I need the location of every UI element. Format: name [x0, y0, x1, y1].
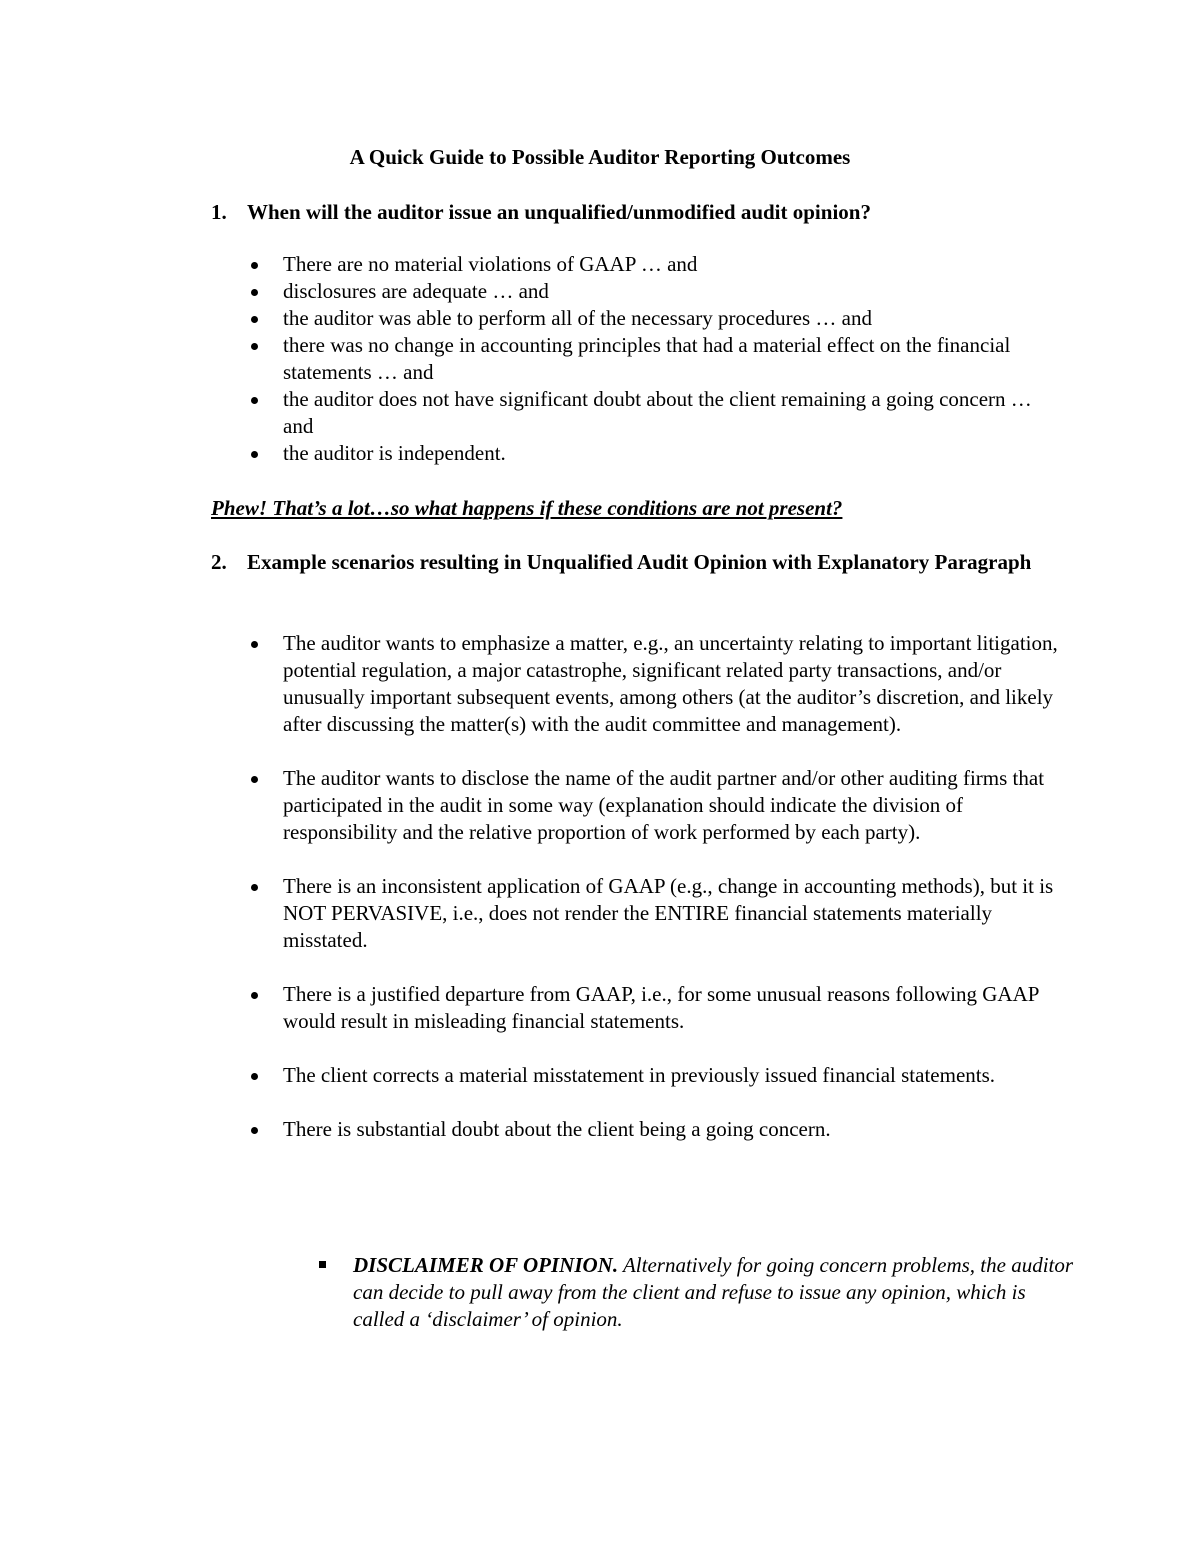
- disclaimer-body: Alternatively for going concern problems, the auditor can decide to pull away from the client and refuse to issue any opinion, which is called a ‘disclaimer’ of opinion.: [353, 1253, 1074, 1331]
- disclaimer-sub-bullet: [318, 1252, 1078, 1333]
- list-item: The auditor wants to disclose the name of the audit partner and/or other auditing firms that participated in the audit in some way (explanation should indicate the division of responsibility and the relative proportion of work performed by each party).: [247, 765, 1067, 846]
- section-2-number: 2.: [211, 550, 227, 574]
- bullet-dot-icon: [251, 451, 258, 458]
- list-item: disclosures are adequate … and: [247, 278, 1067, 305]
- section-2-bullet-list: [247, 630, 1067, 1170]
- disclaimer-text: [353, 1252, 1078, 1333]
- section-1-bullet-list: [247, 251, 1067, 467]
- transition-question: Phew! That’s a lot…so what happens if these conditions are not present?: [211, 496, 843, 520]
- bullet-dot-icon: [251, 397, 258, 404]
- square-bullet-icon: [319, 1261, 326, 1268]
- bullet-dot-icon: [251, 289, 258, 296]
- bullet-dot-icon: [251, 641, 258, 648]
- list-item: There is an inconsistent application of GAAP (e.g., change in accounting methods), but it is NOT PERVASIVE, i.e., does not render the ENTIRE financial statements materially misstated.: [247, 873, 1067, 954]
- bullet-dot-icon: [251, 1127, 258, 1134]
- section-2-heading: [211, 549, 1041, 576]
- bullet-dot-icon: [251, 262, 258, 269]
- list-item: the auditor was able to perform all of the necessary procedures … and: [247, 305, 1067, 332]
- bullet-dot-icon: [251, 343, 258, 350]
- document-title: A Quick Guide to Possible Auditor Reporting Outcomes: [349, 145, 851, 169]
- list-item: There is substantial doubt about the client being a going concern.: [247, 1116, 1067, 1143]
- bullet-dot-icon: [251, 1073, 258, 1080]
- disclaimer-lead: DISCLAIMER OF OPINION.: [353, 1253, 619, 1277]
- section-1-number: 1.: [211, 200, 227, 224]
- bullet-dot-icon: [251, 884, 258, 891]
- list-item: The client corrects a material misstatement in previously issued financial statements.: [247, 1062, 1067, 1089]
- list-item: the auditor does not have significant doubt about the client remaining a going concern … and: [247, 386, 1067, 440]
- list-item: There are no material violations of GAAP … and: [247, 251, 1067, 278]
- list-item: There is a justified departure from GAAP, i.e., for some unusual reasons following GAAP would result in misleading financial statements.: [247, 981, 1067, 1035]
- list-item: the auditor is independent.: [247, 440, 1067, 467]
- section-1-heading: [211, 199, 1041, 226]
- list-item: The auditor wants to emphasize a matter, e.g., an uncertainty relating to important litigation, potential regulation, a major catastrophe, significant related party transactions, and/or unusually important subsequent events, among others (at the auditor’s discretion, and likely after discussing the matter(s) with the audit committee and management).: [247, 630, 1067, 738]
- bullet-dot-icon: [251, 316, 258, 323]
- section-2-heading-text: Example scenarios resulting in Unqualified Audit Opinion with Explanatory Paragraph: [247, 550, 1032, 574]
- section-1-heading-text: When will the auditor issue an unqualified/unmodified audit opinion?: [247, 200, 871, 224]
- list-item: there was no change in accounting principles that had a material effect on the financial statements … and: [247, 332, 1067, 386]
- bullet-dot-icon: [251, 992, 258, 999]
- bullet-dot-icon: [251, 776, 258, 783]
